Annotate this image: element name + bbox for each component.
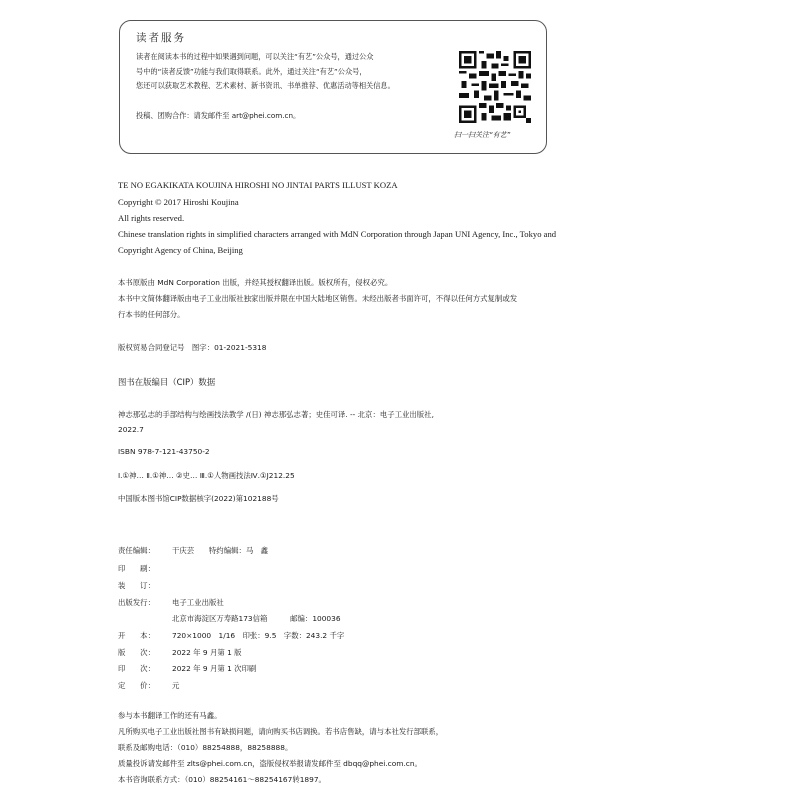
editor-label: 责任编辑： xyxy=(118,546,155,555)
editor-row xyxy=(118,545,268,556)
cip-entry-line-2: 2022.7 xyxy=(118,425,144,434)
price-label: 定 价： xyxy=(118,681,155,690)
cn-copyright-line-3: 行本书的任何部分。 xyxy=(118,310,185,319)
edition-row xyxy=(118,647,242,658)
reader-service-line: 读者在阅读本书的过程中如果遇到问题，可以关注“有艺”公众号，通过公众 xyxy=(136,52,374,61)
rights-reserved: All rights reserved. xyxy=(118,213,185,223)
reader-service-line: 您还可以获取艺术教程、艺术素材、新书资讯、书单推荐、优惠活动等相关信息。 xyxy=(136,81,395,90)
classification: Ⅰ.①神… Ⅱ.①神… ②史… Ⅲ.①人物画技法Ⅳ.①J212.25 xyxy=(118,471,295,480)
cip-record-number: 中国版本图书馆CIP数据核字(2022)第102188号 xyxy=(118,494,279,503)
notes-line-3: 联系及邮购电话：（010）88254888，88258888。 xyxy=(118,743,293,752)
edition-value: 2022 年 9 月第 1 版 xyxy=(172,648,242,657)
cn-copyright-line-1: 本书原版由 MdN Corporation 出版，并经其授权翻译出版。版权所有，侵权必究。 xyxy=(118,278,393,287)
original-title: TE NO EGAKIKATA KOUJINA HIROSHI NO JINTAI PARTS ILLUST KOZA xyxy=(118,180,398,190)
impression-label: 印 次： xyxy=(118,664,155,673)
price-row xyxy=(118,680,179,691)
printing-label: 印 刷： xyxy=(118,564,155,573)
editor-name: 干庆芸 xyxy=(172,546,195,555)
publisher-label: 出版发行： xyxy=(118,598,155,607)
registration-number: 版权贸易合同登记号 图字：01-2021-5318 xyxy=(118,343,267,352)
postcode-label: 邮编： xyxy=(290,614,313,623)
edition-label: 版 次： xyxy=(118,648,155,657)
special-editor-name: 马 鑫 xyxy=(245,546,269,555)
impression-value: 2022 年 9 月第 1 次印刷 xyxy=(172,664,257,673)
copyright-notice: Copyright © 2017 Hiroshi Koujina xyxy=(118,197,239,207)
reader-service-line: 号中的“读者反馈”功能与我们取得联系。此外，通过关注“有艺”公众号， xyxy=(136,66,367,76)
translation-rights-line-1: Chinese translation rights in simplified characters arranged with MdN Corporation through Japan UNI Agency, Inc., Tokyo and xyxy=(118,229,557,239)
notes-line-1: 参与本书翻译工作的还有马鑫。 xyxy=(118,711,222,720)
format-value: 720×1000 1/16 印张：9.5 字数：243.2 千字 xyxy=(172,631,345,640)
notes-line-2: 凡所购买电子工业出版社图书有缺损问题，请向购买书店调换。若书店售缺，请与本社发行部联系， xyxy=(118,727,444,736)
cn-copyright-line-2: 本书中文简体翻译版由电子工业出版社独家出版并限在中国大陆地区销售。未经出版者书面许可，不得以任何方式复制或发 xyxy=(118,294,518,303)
price-value: 元 xyxy=(172,681,180,690)
format-label: 开 本： xyxy=(118,631,155,640)
binding-label: 装 订： xyxy=(118,581,155,590)
publisher-row xyxy=(118,597,224,608)
special-editor-label: 特约编辑： xyxy=(208,546,246,555)
submission-contact: 投稿、团购合作：请发邮件至 art@phei.com.cn。 xyxy=(136,111,301,120)
reader-service-body xyxy=(136,50,466,94)
reader-service-title: 读者服务 xyxy=(136,32,186,44)
isbn: ISBN 978-7-121-43750-2 xyxy=(118,447,210,456)
qr-code-icon[interactable] xyxy=(459,51,531,123)
notes-line-4: 质量投诉请发邮件至 zlts@phei.com.cn，盗版侵权举报请发邮件至 dbqq@phei.com.cn。 xyxy=(118,759,422,768)
publisher-address: 北京市海淀区万寿路173信箱 xyxy=(172,614,268,623)
cip-entry-line-1: 神志那弘志的手部结构与绘画技法教学 /(日) 神志那弘志著；史佳可译. -- 北京：电子工业出版社, xyxy=(118,410,434,419)
publisher-name: 电子工业出版社 xyxy=(172,598,224,607)
address-row xyxy=(172,613,341,624)
impression-row xyxy=(118,663,256,674)
postcode-value: 100036 xyxy=(312,614,341,623)
notes-line-5: 本书咨询联系方式：（010）88254161～88254167转1897。 xyxy=(118,775,326,784)
printing-row xyxy=(118,563,172,574)
translation-rights-line-2: Copyright Agency of China, Beijing xyxy=(118,245,243,255)
binding-row xyxy=(118,580,172,591)
qr-caption: 扫一扫关注“有艺” xyxy=(454,131,511,139)
cip-heading: 图书在版编目（CIP）数据 xyxy=(118,377,216,387)
reader-service-box xyxy=(119,20,547,154)
format-row xyxy=(118,630,344,641)
